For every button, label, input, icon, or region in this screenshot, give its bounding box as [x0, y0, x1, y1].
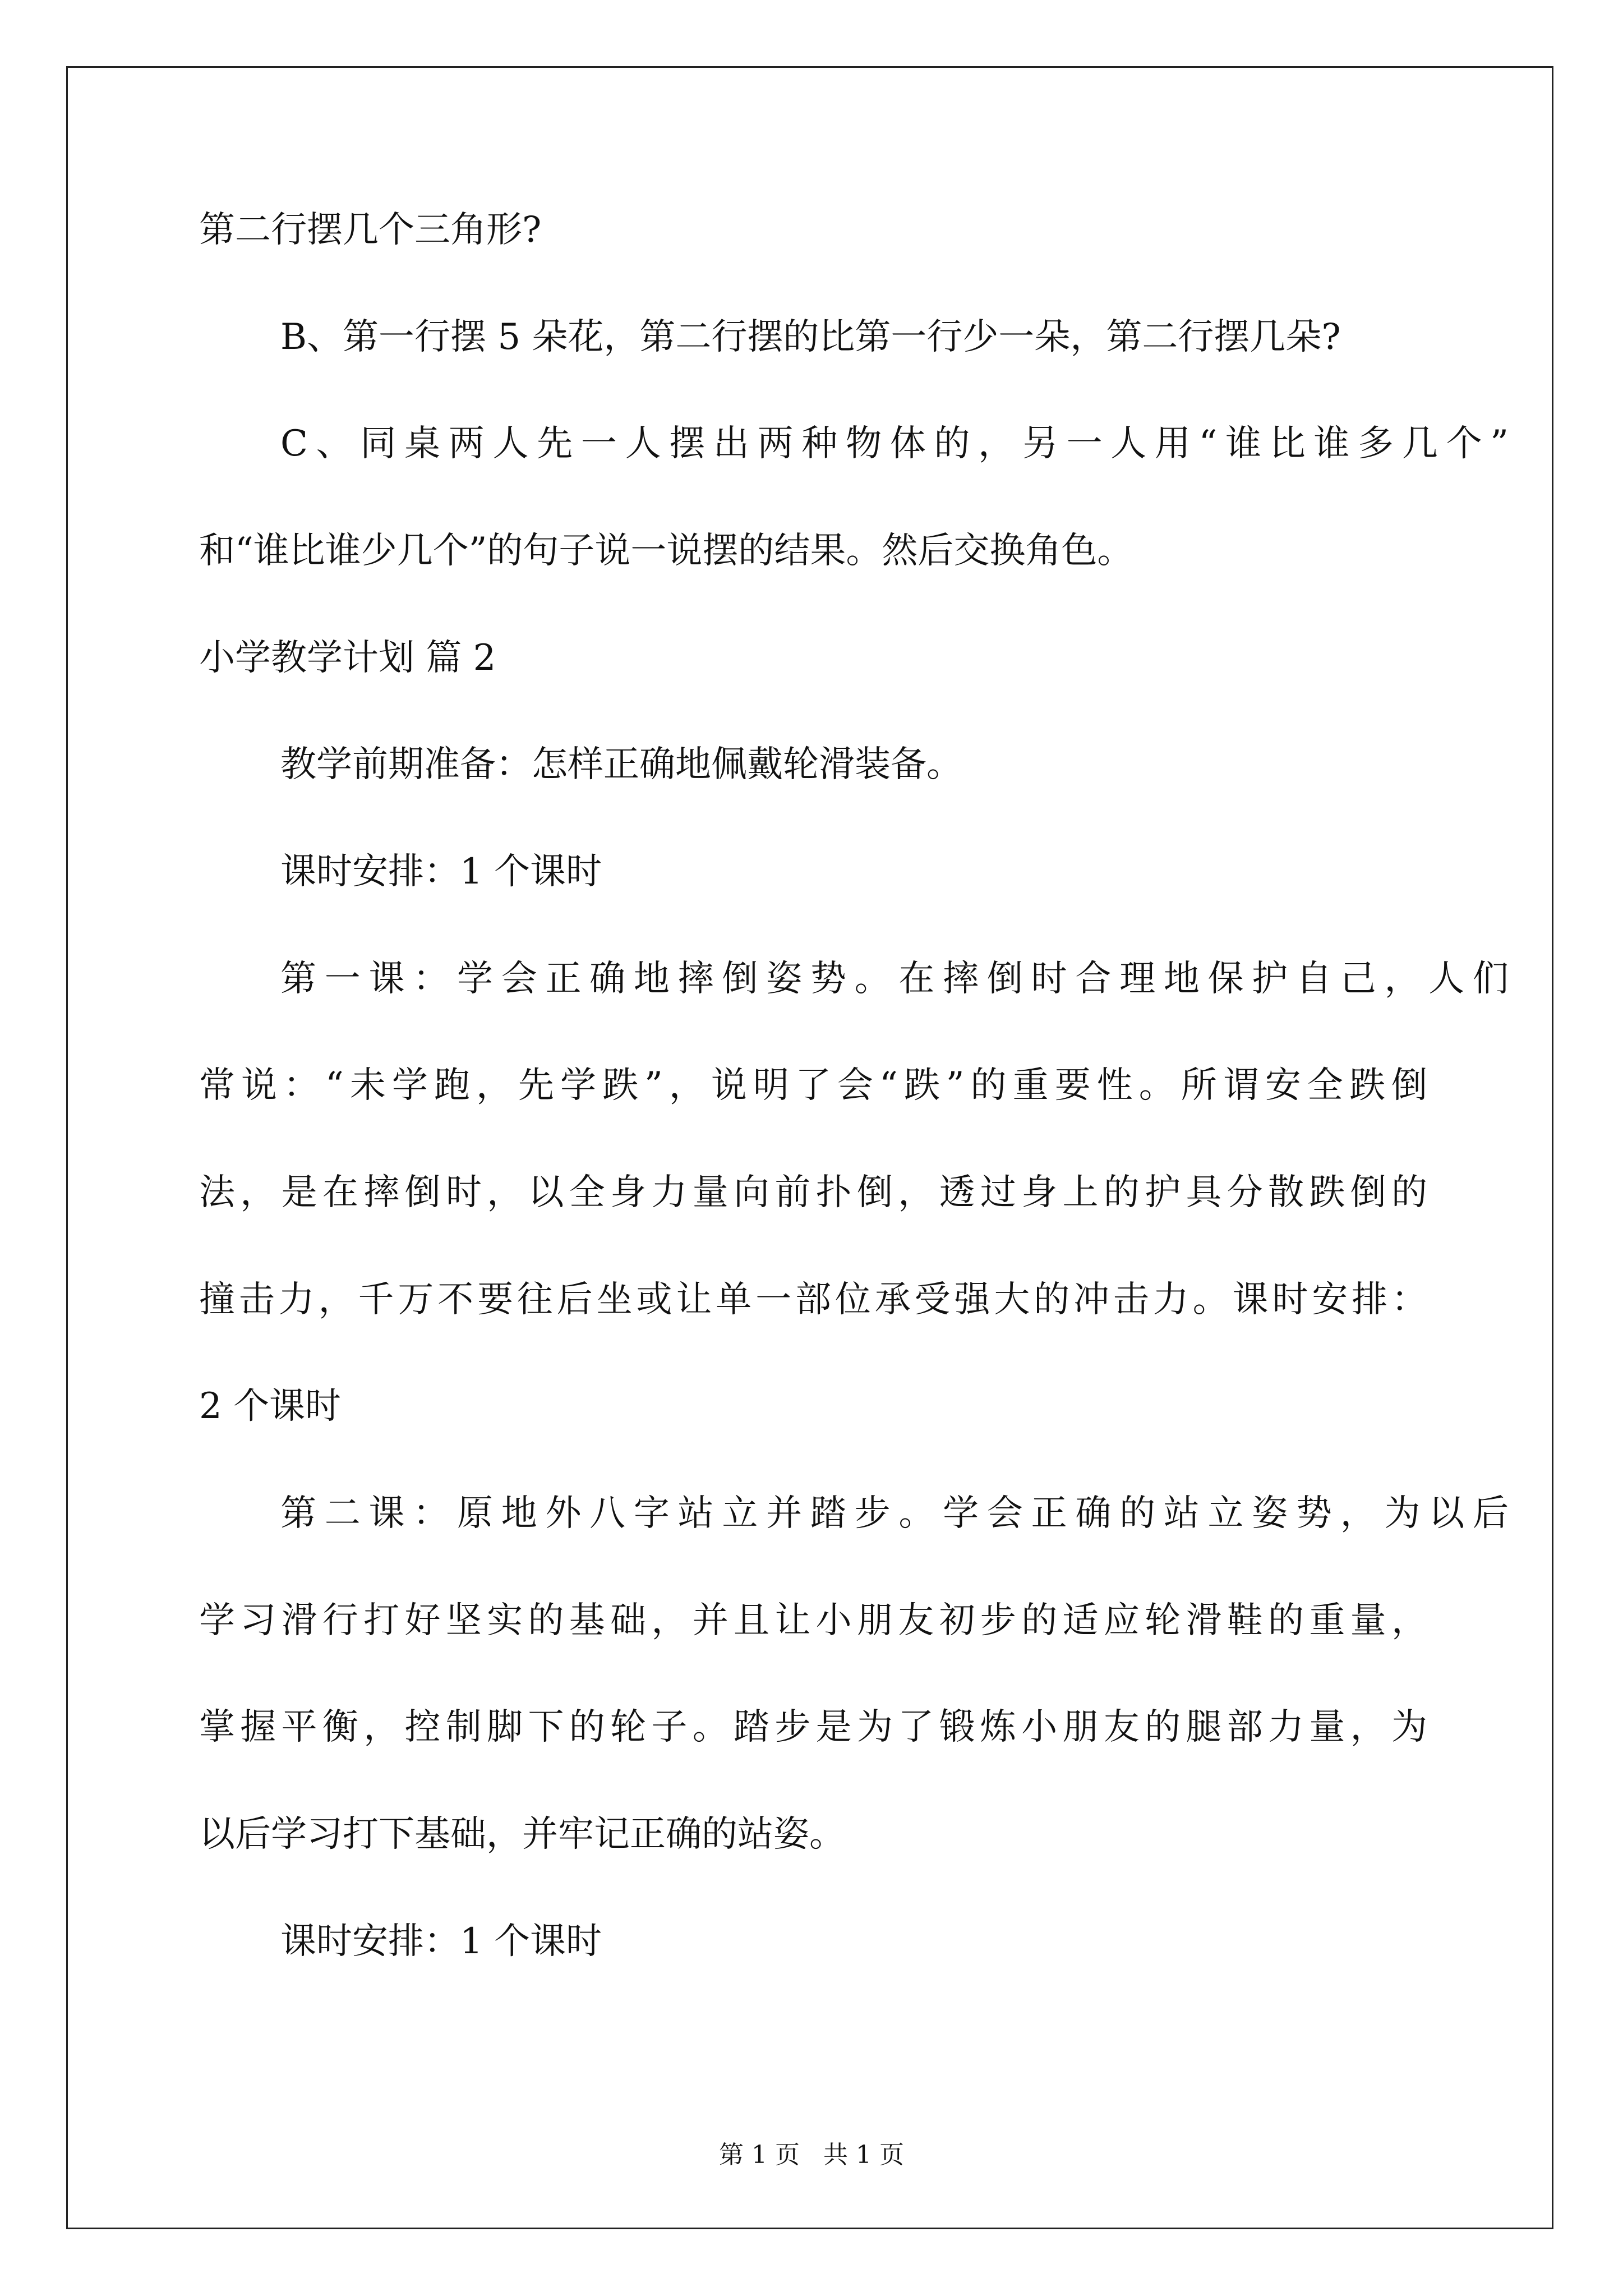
- page-frame: [66, 66, 1553, 2229]
- paragraph-line: 以后学习打下基础，并牢记正确的站姿。: [199, 1814, 845, 1855]
- paragraph-line: 常说：“未学跑，先学跌”，说明了会“跌”的重要性。所谓安全跌倒: [199, 1065, 1427, 1106]
- paragraph-line: 第一课：学会正确地摔倒姿势。在摔倒时合理地保护自己，人们: [280, 958, 1509, 1000]
- page-number: 第 1 页: [719, 2141, 800, 2169]
- paragraph-line: 课时安排：1 个课时: [280, 851, 602, 892]
- paragraph-line: 掌握平衡，控制脚下的轮子。踏步是为了锻炼小朋友的腿部力量，为: [199, 1706, 1427, 1748]
- paragraph-line: 和“谁比谁少几个”的句子说一说摆的结果。然后交换角色。: [199, 530, 1133, 572]
- paragraph-line: 教学前期准备：怎样正确地佩戴轮滑装备。: [280, 744, 962, 785]
- section-heading: 小学教学计划 篇 2: [199, 637, 496, 679]
- paragraph-line: 2 个课时: [199, 1386, 342, 1427]
- paragraph-line: 学习滑行打好坚实的基础，并且让小朋友初步的适应轮滑鞋的重量，: [199, 1600, 1427, 1641]
- paragraph-line: C、同桌两人先一人摆出两种物体的，另一人用“谁比谁多几个”: [280, 423, 1509, 464]
- paragraph-line: 第二行摆几个三角形?: [199, 209, 542, 251]
- page-total: 共 1 页: [823, 2141, 904, 2169]
- paragraph-line: 撞击力，千万不要往后坐或让单一部位承受强大的冲击力。课时安排：: [199, 1279, 1427, 1320]
- paragraph-line: 第二课：原地外八字站立并踏步。学会正确的站立姿势，为以后: [280, 1493, 1509, 1534]
- paragraph-line: 课时安排：1 个课时: [280, 1921, 602, 1962]
- paragraph-line: 法，是在摔倒时，以全身力量向前扑倒，透过身上的护具分散跌倒的: [199, 1172, 1427, 1213]
- page-footer: [0, 2138, 1623, 2172]
- paragraph-line: B、第一行摆 5 朵花，第二行摆的比第一行少一朵，第二行摆几朵?: [280, 316, 1341, 358]
